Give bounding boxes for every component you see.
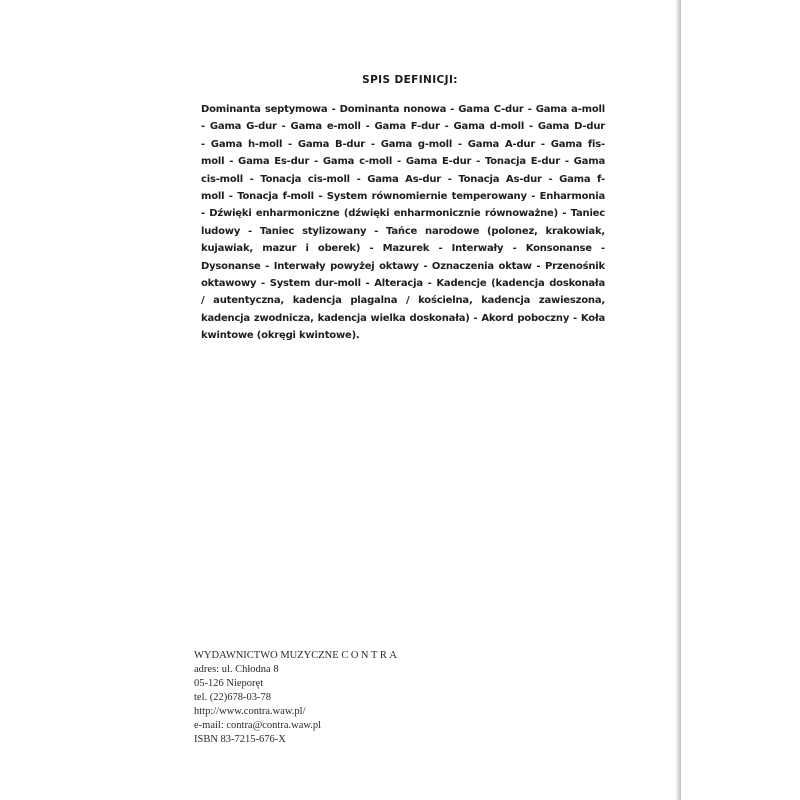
publisher-email: e-mail: contra@contra.waw.pl bbox=[194, 720, 322, 731]
publisher-website: http://www.contra.waw.pl/ bbox=[194, 706, 306, 717]
publisher-brand: CONTRA bbox=[341, 650, 400, 661]
definitions-line: / autentyczna, kadencja plagalna / kościelna, kadencja zawieszona, bbox=[201, 295, 605, 307]
page-title: SPIS DEFINICJI: bbox=[362, 74, 458, 86]
definitions-line: oktawowy - System dur-moll - Alteracja - Kadencje (kadencja doskonała bbox=[201, 278, 605, 290]
definitions-line: moll - Tonacja f-moll - System równomiernie temperowany - Enharmonia bbox=[201, 191, 605, 203]
definitions-line: Dysonanse - Interwały powyżej oktawy - Oznaczenia oktaw - Przenośnik bbox=[201, 260, 605, 272]
definitions-line: kadencja zwodnicza, kadencja wielka doskonała) - Akord poboczny - Koła bbox=[201, 312, 605, 324]
publisher-info bbox=[194, 649, 399, 747]
publisher-postal: 05-126 Nieporęt bbox=[194, 678, 264, 689]
definitions-line: - Dźwięki enharmoniczne (dźwięki enharmonicznie równoważne) - Taniec bbox=[201, 208, 605, 220]
definitions-line: Dominanta septymowa - Dominanta nonowa - Gama C-dur - Gama a-moll bbox=[201, 104, 605, 115]
publisher-name-text: WYDAWNICTWO MUZYCZNE bbox=[194, 650, 339, 661]
publisher-phone: tel. (22)678-03-78 bbox=[194, 692, 271, 703]
publisher-address: adres: ul. Chłodna 8 bbox=[194, 664, 279, 675]
page-margin-right bbox=[681, 0, 800, 800]
definitions-line: - Gama G-dur - Gama e-moll - Gama F-dur - Gama d-moll - Gama D-dur bbox=[201, 121, 605, 133]
definitions-line: moll - Gama Es-dur - Gama c-moll - Gama E-dur - Tonacja E-dur - Gama bbox=[201, 156, 605, 168]
publisher-isbn: ISBN 83-7215-676-X bbox=[194, 734, 286, 745]
definitions-line: - Gama h-moll - Gama B-dur - Gama g-moll - Gama A-dur - Gama fis- bbox=[201, 138, 605, 150]
definitions-line: kwintowe (okręgi kwintowe). bbox=[201, 330, 360, 342]
definitions-line: kujawiak, mazur i oberek) - Mazurek - Interwały - Konsonanse - bbox=[201, 243, 605, 255]
definitions-list bbox=[201, 101, 605, 345]
definitions-line: ludowy - Taniec stylizowany - Tańce narodowe (polonez, krakowiak, bbox=[201, 225, 605, 237]
publisher-name bbox=[194, 649, 399, 663]
definitions-line: cis-moll - Tonacja cis-moll - Gama As-dur - Tonacja As-dur - Gama f- bbox=[201, 173, 605, 185]
